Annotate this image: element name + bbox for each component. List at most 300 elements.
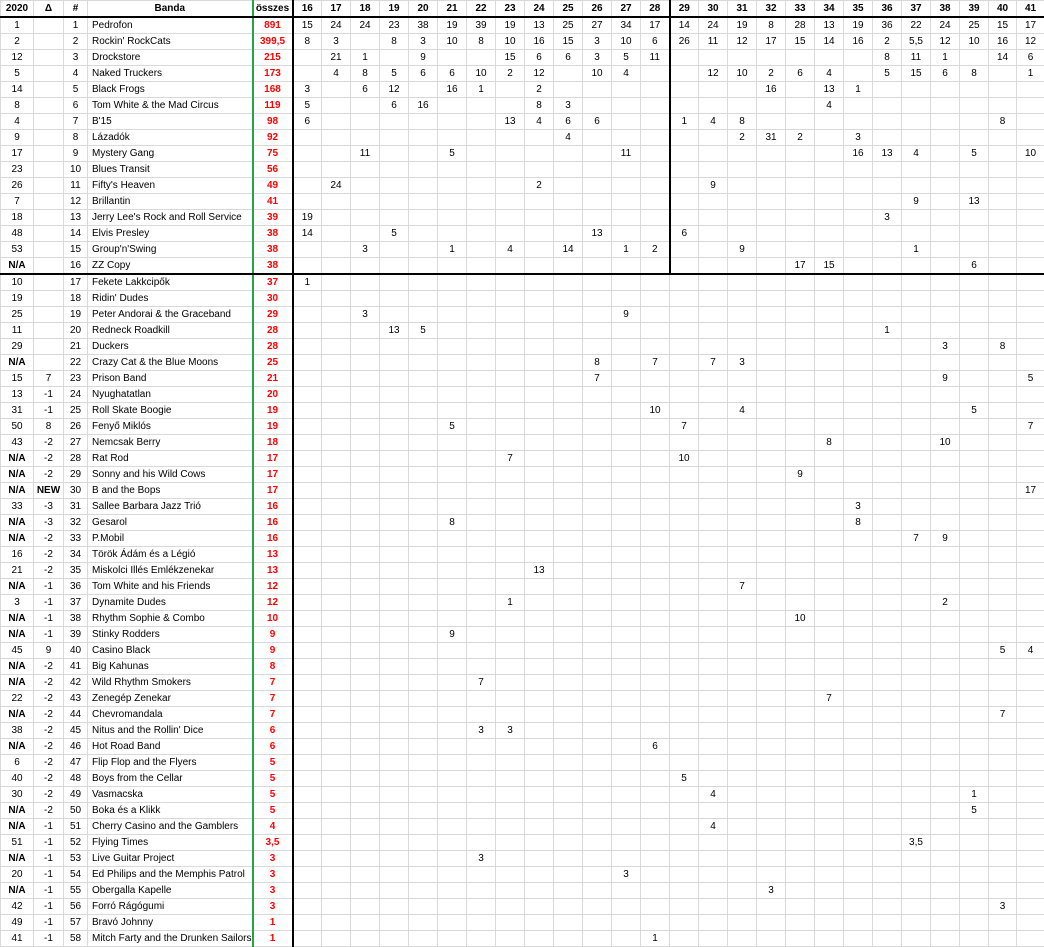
cell-week-19[interactable]: [380, 563, 409, 579]
cell-week-35[interactable]: 16: [844, 146, 873, 162]
cell-week-34[interactable]: [815, 755, 844, 771]
cell-rank[interactable]: 4: [64, 66, 88, 82]
cell-total-points[interactable]: 98: [253, 114, 293, 130]
cell-week-19[interactable]: [380, 114, 409, 130]
cell-week-32[interactable]: [757, 274, 786, 291]
cell-week-35[interactable]: [844, 563, 873, 579]
cell-week-25[interactable]: 14: [554, 242, 583, 258]
cell-week-18[interactable]: [351, 274, 380, 291]
cell-week-30[interactable]: [699, 451, 728, 467]
cell-week-20[interactable]: [409, 819, 438, 835]
cell-week-34[interactable]: [815, 515, 844, 531]
cell-week-38[interactable]: [931, 178, 960, 194]
cell-total-points[interactable]: 37: [253, 274, 293, 291]
cell-week-24[interactable]: [525, 883, 554, 899]
cell-week-20[interactable]: [409, 130, 438, 146]
cell-week-17[interactable]: [322, 82, 351, 98]
cell-week-19[interactable]: [380, 451, 409, 467]
cell-week-39[interactable]: [960, 387, 989, 403]
cell-week-26[interactable]: [583, 915, 612, 931]
cell-week-19[interactable]: [380, 723, 409, 739]
cell-week-35[interactable]: [844, 194, 873, 210]
cell-prev-year-rank[interactable]: 20: [1, 867, 34, 883]
cell-week-34[interactable]: [815, 387, 844, 403]
cell-week-31[interactable]: [728, 611, 757, 627]
cell-band-name[interactable]: Gesarol: [88, 515, 253, 531]
cell-band-name[interactable]: Drockstore: [88, 50, 253, 66]
cell-week-23[interactable]: 2: [496, 66, 525, 82]
cell-week-39[interactable]: [960, 563, 989, 579]
cell-week-19[interactable]: [380, 371, 409, 387]
cell-week-32[interactable]: [757, 210, 786, 226]
cell-week-38[interactable]: [931, 242, 960, 258]
cell-band-name[interactable]: Ridin' Dudes: [88, 291, 253, 307]
cell-total-points[interactable]: 4: [253, 819, 293, 835]
cell-week-23[interactable]: [496, 146, 525, 162]
cell-week-22[interactable]: [467, 595, 496, 611]
cell-week-28[interactable]: [641, 803, 670, 819]
cell-week-35[interactable]: [844, 210, 873, 226]
cell-week-40[interactable]: [989, 771, 1017, 787]
cell-week-41[interactable]: [1017, 835, 1044, 851]
cell-week-31[interactable]: 8: [728, 114, 757, 130]
cell-week-36[interactable]: [873, 451, 902, 467]
cell-week-30[interactable]: [699, 515, 728, 531]
cell-week-17[interactable]: [322, 579, 351, 595]
cell-week-25[interactable]: [554, 355, 583, 371]
cell-week-26[interactable]: [583, 611, 612, 627]
cell-week-33[interactable]: 17: [786, 258, 815, 275]
cell-week-19[interactable]: [380, 467, 409, 483]
cell-week-37[interactable]: [902, 627, 931, 643]
cell-band-name[interactable]: Sonny and his Wild Cows: [88, 467, 253, 483]
cell-week-25[interactable]: [554, 323, 583, 339]
cell-week-19[interactable]: [380, 803, 409, 819]
cell-week-33[interactable]: [786, 531, 815, 547]
cell-week-28[interactable]: [641, 82, 670, 98]
cell-week-21[interactable]: [438, 323, 467, 339]
cell-delta[interactable]: -2: [34, 659, 64, 675]
cell-week-26[interactable]: [583, 595, 612, 611]
cell-week-29[interactable]: [670, 274, 699, 291]
cell-week-33[interactable]: [786, 851, 815, 867]
cell-week-40[interactable]: [989, 435, 1017, 451]
cell-week-31[interactable]: [728, 627, 757, 643]
cell-week-34[interactable]: [815, 355, 844, 371]
cell-week-36[interactable]: 1: [873, 323, 902, 339]
cell-week-22[interactable]: [467, 291, 496, 307]
cell-week-35[interactable]: [844, 723, 873, 739]
cell-week-18[interactable]: 8: [351, 66, 380, 82]
cell-week-30[interactable]: [699, 531, 728, 547]
cell-week-18[interactable]: [351, 675, 380, 691]
cell-band-name[interactable]: Dynamite Dudes: [88, 595, 253, 611]
cell-week-19[interactable]: [380, 194, 409, 210]
cell-week-22[interactable]: [467, 178, 496, 194]
cell-week-28[interactable]: [641, 819, 670, 835]
cell-week-28[interactable]: [641, 483, 670, 499]
cell-total-points[interactable]: 1: [253, 931, 293, 947]
cell-week-34[interactable]: [815, 483, 844, 499]
cell-week-27[interactable]: [612, 451, 641, 467]
cell-week-17[interactable]: [322, 627, 351, 643]
cell-week-34[interactable]: [815, 162, 844, 178]
cell-rank[interactable]: 33: [64, 531, 88, 547]
cell-week-40[interactable]: [989, 387, 1017, 403]
cell-total-points[interactable]: 41: [253, 194, 293, 210]
cell-week-36[interactable]: [873, 355, 902, 371]
cell-week-28[interactable]: 17: [641, 17, 670, 34]
cell-week-31[interactable]: [728, 146, 757, 162]
cell-week-24[interactable]: [525, 627, 554, 643]
cell-week-23[interactable]: [496, 178, 525, 194]
cell-week-41[interactable]: [1017, 579, 1044, 595]
cell-week-25[interactable]: 6: [554, 114, 583, 130]
cell-rank[interactable]: 34: [64, 547, 88, 563]
cell-week-24[interactable]: [525, 899, 554, 915]
cell-week-36[interactable]: [873, 178, 902, 194]
cell-week-18[interactable]: [351, 210, 380, 226]
cell-week-32[interactable]: [757, 531, 786, 547]
cell-week-17[interactable]: [322, 483, 351, 499]
cell-week-20[interactable]: [409, 291, 438, 307]
cell-week-38[interactable]: [931, 162, 960, 178]
cell-prev-year-rank[interactable]: 50: [1, 419, 34, 435]
cell-week-18[interactable]: [351, 899, 380, 915]
cell-week-33[interactable]: [786, 274, 815, 291]
cell-week-39[interactable]: [960, 723, 989, 739]
cell-total-points[interactable]: 9: [253, 627, 293, 643]
cell-week-19[interactable]: [380, 355, 409, 371]
cell-week-27[interactable]: [612, 579, 641, 595]
cell-week-37[interactable]: 11: [902, 50, 931, 66]
cell-week-32[interactable]: [757, 178, 786, 194]
cell-week-35[interactable]: [844, 659, 873, 675]
cell-week-40[interactable]: [989, 323, 1017, 339]
cell-delta[interactable]: -2: [34, 451, 64, 467]
cell-delta[interactable]: 8: [34, 419, 64, 435]
cell-week-40[interactable]: [989, 851, 1017, 867]
cell-week-32[interactable]: [757, 242, 786, 258]
cell-week-22[interactable]: [467, 274, 496, 291]
cell-week-41[interactable]: [1017, 307, 1044, 323]
cell-week-25[interactable]: [554, 194, 583, 210]
cell-week-40[interactable]: [989, 579, 1017, 595]
cell-week-32[interactable]: [757, 403, 786, 419]
cell-week-35[interactable]: [844, 579, 873, 595]
cell-week-37[interactable]: [902, 915, 931, 931]
cell-band-name[interactable]: Zenegép Zenekar: [88, 691, 253, 707]
cell-delta[interactable]: [34, 82, 64, 98]
cell-week-22[interactable]: [467, 130, 496, 146]
cell-week-26[interactable]: [583, 98, 612, 114]
cell-week-24[interactable]: [525, 915, 554, 931]
cell-week-24[interactable]: [525, 595, 554, 611]
cell-week-41[interactable]: [1017, 387, 1044, 403]
cell-week-40[interactable]: [989, 146, 1017, 162]
cell-week-34[interactable]: [815, 611, 844, 627]
cell-week-39[interactable]: [960, 627, 989, 643]
cell-week-40[interactable]: [989, 755, 1017, 771]
cell-week-26[interactable]: [583, 307, 612, 323]
cell-week-26[interactable]: 3: [583, 34, 612, 50]
cell-week-17[interactable]: [322, 467, 351, 483]
cell-band-name[interactable]: Mitch Farty and the Drunken Sailors: [88, 931, 253, 947]
cell-week-34[interactable]: [815, 451, 844, 467]
cell-week-37[interactable]: [902, 467, 931, 483]
cell-week-29[interactable]: [670, 210, 699, 226]
cell-week-31[interactable]: [728, 194, 757, 210]
cell-rank[interactable]: 13: [64, 210, 88, 226]
cell-band-name[interactable]: P.Mobil: [88, 531, 253, 547]
cell-week-30[interactable]: [699, 499, 728, 515]
cell-week-28[interactable]: [641, 867, 670, 883]
cell-week-21[interactable]: [438, 483, 467, 499]
cell-week-17[interactable]: [322, 531, 351, 547]
cell-week-38[interactable]: [931, 867, 960, 883]
cell-week-22[interactable]: [467, 307, 496, 323]
cell-week-31[interactable]: 4: [728, 403, 757, 419]
cell-week-34[interactable]: [815, 323, 844, 339]
cell-rank[interactable]: 43: [64, 691, 88, 707]
cell-week-30[interactable]: [699, 146, 728, 162]
cell-week-39[interactable]: 13: [960, 194, 989, 210]
cell-week-26[interactable]: [583, 723, 612, 739]
cell-week-20[interactable]: [409, 274, 438, 291]
cell-prev-year-rank[interactable]: 8: [1, 98, 34, 114]
cell-prev-year-rank[interactable]: 14: [1, 82, 34, 98]
cell-week-19[interactable]: [380, 499, 409, 515]
cell-delta[interactable]: -2: [34, 707, 64, 723]
col-header-week-36[interactable]: 36: [873, 1, 902, 18]
cell-week-30[interactable]: [699, 274, 728, 291]
cell-week-17[interactable]: [322, 515, 351, 531]
cell-week-32[interactable]: [757, 675, 786, 691]
cell-band-name[interactable]: Rat Rod: [88, 451, 253, 467]
cell-week-39[interactable]: 10: [960, 34, 989, 50]
cell-week-38[interactable]: [931, 451, 960, 467]
cell-week-30[interactable]: [699, 739, 728, 755]
cell-week-22[interactable]: [467, 467, 496, 483]
cell-week-41[interactable]: 4: [1017, 643, 1044, 659]
cell-band-name[interactable]: Black Frogs: [88, 82, 253, 98]
cell-band-name[interactable]: Elvis Presley: [88, 226, 253, 242]
cell-week-18[interactable]: [351, 258, 380, 275]
cell-week-35[interactable]: [844, 291, 873, 307]
cell-total-points[interactable]: 7: [253, 707, 293, 723]
cell-week-21[interactable]: 16: [438, 82, 467, 98]
cell-week-27[interactable]: [612, 226, 641, 242]
cell-week-21[interactable]: [438, 467, 467, 483]
cell-week-26[interactable]: [583, 403, 612, 419]
cell-week-33[interactable]: [786, 371, 815, 387]
cell-week-24[interactable]: [525, 323, 554, 339]
cell-week-38[interactable]: [931, 739, 960, 755]
cell-week-26[interactable]: 13: [583, 226, 612, 242]
cell-week-23[interactable]: [496, 162, 525, 178]
cell-week-16[interactable]: [293, 178, 322, 194]
cell-week-17[interactable]: [322, 146, 351, 162]
cell-week-36[interactable]: [873, 563, 902, 579]
cell-week-40[interactable]: [989, 867, 1017, 883]
cell-week-31[interactable]: [728, 835, 757, 851]
cell-week-24[interactable]: 13: [525, 17, 554, 34]
cell-week-34[interactable]: [815, 771, 844, 787]
cell-delta[interactable]: [34, 114, 64, 130]
cell-week-22[interactable]: [467, 50, 496, 66]
cell-rank[interactable]: 2: [64, 34, 88, 50]
cell-week-17[interactable]: [322, 355, 351, 371]
cell-week-37[interactable]: [902, 931, 931, 947]
cell-week-20[interactable]: [409, 451, 438, 467]
cell-week-22[interactable]: [467, 355, 496, 371]
cell-prev-year-rank[interactable]: N/A: [1, 355, 34, 371]
cell-week-30[interactable]: 24: [699, 17, 728, 34]
cell-week-39[interactable]: [960, 355, 989, 371]
cell-week-25[interactable]: [554, 883, 583, 899]
cell-week-25[interactable]: [554, 851, 583, 867]
cell-week-38[interactable]: 24: [931, 17, 960, 34]
cell-week-40[interactable]: [989, 355, 1017, 371]
cell-week-29[interactable]: [670, 66, 699, 82]
cell-week-33[interactable]: [786, 403, 815, 419]
cell-week-22[interactable]: [467, 146, 496, 162]
cell-week-34[interactable]: [815, 178, 844, 194]
cell-week-21[interactable]: [438, 435, 467, 451]
cell-week-18[interactable]: [351, 563, 380, 579]
cell-week-18[interactable]: [351, 579, 380, 595]
cell-week-23[interactable]: 15: [496, 50, 525, 66]
cell-week-25[interactable]: [554, 835, 583, 851]
cell-week-29[interactable]: [670, 691, 699, 707]
cell-week-28[interactable]: [641, 98, 670, 114]
col-header-week-37[interactable]: 37: [902, 1, 931, 18]
cell-week-36[interactable]: [873, 739, 902, 755]
cell-delta[interactable]: [34, 66, 64, 82]
cell-week-16[interactable]: [293, 371, 322, 387]
cell-prev-year-rank[interactable]: N/A: [1, 579, 34, 595]
cell-week-39[interactable]: [960, 771, 989, 787]
cell-week-23[interactable]: [496, 194, 525, 210]
cell-week-27[interactable]: [612, 483, 641, 499]
cell-week-17[interactable]: [322, 851, 351, 867]
cell-delta[interactable]: -2: [34, 547, 64, 563]
cell-week-23[interactable]: [496, 803, 525, 819]
cell-week-18[interactable]: [351, 355, 380, 371]
cell-week-20[interactable]: [409, 579, 438, 595]
cell-week-22[interactable]: [467, 499, 496, 515]
cell-delta[interactable]: [34, 130, 64, 146]
cell-week-28[interactable]: [641, 291, 670, 307]
cell-week-36[interactable]: [873, 403, 902, 419]
cell-week-40[interactable]: [989, 98, 1017, 114]
cell-week-25[interactable]: [554, 659, 583, 675]
cell-week-22[interactable]: [467, 739, 496, 755]
col-header-week-27[interactable]: 27: [612, 1, 641, 18]
cell-week-38[interactable]: [931, 579, 960, 595]
cell-band-name[interactable]: Tom White and his Friends: [88, 579, 253, 595]
cell-week-21[interactable]: [438, 931, 467, 947]
cell-week-17[interactable]: 21: [322, 50, 351, 66]
cell-week-21[interactable]: [438, 787, 467, 803]
cell-week-20[interactable]: [409, 82, 438, 98]
cell-week-23[interactable]: [496, 755, 525, 771]
cell-week-25[interactable]: [554, 66, 583, 82]
cell-week-25[interactable]: [554, 339, 583, 355]
cell-week-27[interactable]: 3: [612, 867, 641, 883]
cell-week-22[interactable]: [467, 242, 496, 258]
cell-week-26[interactable]: [583, 691, 612, 707]
cell-week-18[interactable]: [351, 194, 380, 210]
cell-week-39[interactable]: [960, 98, 989, 114]
cell-week-36[interactable]: 3: [873, 210, 902, 226]
cell-rank[interactable]: 51: [64, 819, 88, 835]
cell-week-17[interactable]: [322, 915, 351, 931]
cell-week-39[interactable]: [960, 691, 989, 707]
cell-delta[interactable]: [34, 34, 64, 50]
cell-week-18[interactable]: [351, 627, 380, 643]
cell-week-39[interactable]: [960, 210, 989, 226]
cell-week-38[interactable]: [931, 675, 960, 691]
cell-delta[interactable]: [34, 291, 64, 307]
cell-week-40[interactable]: [989, 595, 1017, 611]
cell-week-33[interactable]: [786, 355, 815, 371]
cell-week-29[interactable]: [670, 194, 699, 210]
cell-week-27[interactable]: [612, 515, 641, 531]
cell-week-25[interactable]: [554, 819, 583, 835]
cell-band-name[interactable]: Naked Truckers: [88, 66, 253, 82]
cell-week-28[interactable]: [641, 659, 670, 675]
cell-rank[interactable]: 47: [64, 755, 88, 771]
cell-week-29[interactable]: [670, 499, 699, 515]
cell-week-35[interactable]: [844, 403, 873, 419]
cell-week-25[interactable]: [554, 691, 583, 707]
cell-week-32[interactable]: [757, 739, 786, 755]
cell-week-35[interactable]: [844, 162, 873, 178]
cell-week-35[interactable]: [844, 114, 873, 130]
cell-week-30[interactable]: [699, 835, 728, 851]
cell-week-30[interactable]: [699, 931, 728, 947]
cell-week-21[interactable]: 19: [438, 17, 467, 34]
cell-week-18[interactable]: [351, 835, 380, 851]
cell-delta[interactable]: -1: [34, 883, 64, 899]
cell-week-21[interactable]: 6: [438, 66, 467, 82]
cell-week-39[interactable]: [960, 162, 989, 178]
cell-week-23[interactable]: [496, 883, 525, 899]
cell-week-34[interactable]: [815, 915, 844, 931]
cell-week-38[interactable]: 2: [931, 595, 960, 611]
cell-week-26[interactable]: [583, 194, 612, 210]
cell-week-31[interactable]: [728, 883, 757, 899]
cell-week-29[interactable]: [670, 723, 699, 739]
cell-rank[interactable]: 42: [64, 675, 88, 691]
cell-week-38[interactable]: [931, 403, 960, 419]
cell-week-26[interactable]: [583, 258, 612, 275]
cell-week-31[interactable]: [728, 675, 757, 691]
cell-week-36[interactable]: 36: [873, 17, 902, 34]
cell-delta[interactable]: -1: [34, 579, 64, 595]
cell-week-18[interactable]: [351, 595, 380, 611]
cell-week-37[interactable]: [902, 307, 931, 323]
cell-week-40[interactable]: [989, 178, 1017, 194]
cell-band-name[interactable]: Cherry Casino and the Gamblers: [88, 819, 253, 835]
cell-week-41[interactable]: [1017, 162, 1044, 178]
cell-week-20[interactable]: 6: [409, 66, 438, 82]
cell-week-23[interactable]: [496, 643, 525, 659]
cell-week-28[interactable]: [641, 210, 670, 226]
cell-week-20[interactable]: [409, 595, 438, 611]
cell-week-40[interactable]: [989, 915, 1017, 931]
